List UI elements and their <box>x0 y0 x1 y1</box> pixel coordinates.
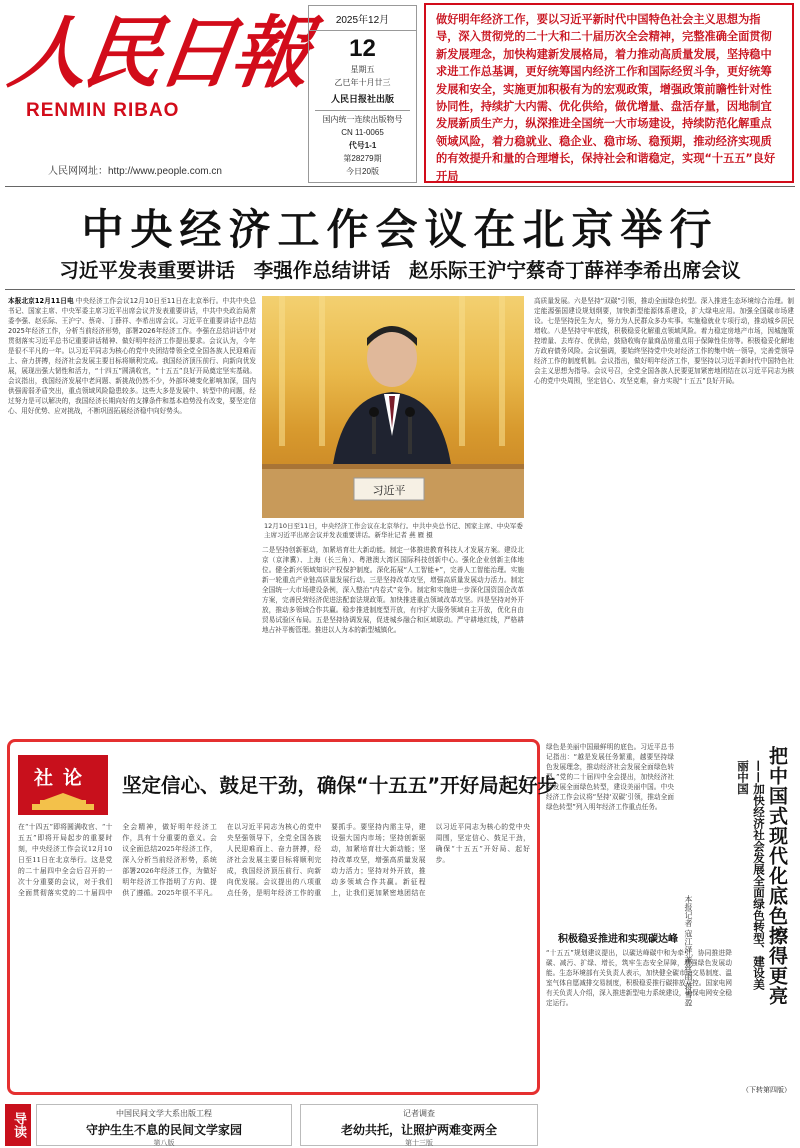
footer-item-1[interactable] <box>36 1104 292 1146</box>
speaker-illustration <box>262 296 524 518</box>
footer-item-1-page: 第八版 <box>153 1139 175 1147</box>
divider <box>5 289 795 290</box>
commentary-section-heading: 积极稳妥推进和实现碳达峰 <box>558 934 678 945</box>
date-lunar: 乙巳年十月廿三 <box>334 78 391 87</box>
commentary-byline: 本报记者 寇江泽 董丝雨 蒋雪盈 <box>684 895 693 1007</box>
lead-text: 中央经济工作会议12月10日至11日在北京举行。中共中央总书记、国家主席、中央军委主席习近平出席会议并发表重要讲话，中共中央政治局常委李强、赵乐际、王沪宁、蔡奇、丁薛祥、李希出席会议。习近平在重要讲话中总结2025年经济工作，分析当前经济形势，部署2026年经济工作。李强在总结讲话中对贯彻落实习近平总书记重要讲话精神、做好明年经济工作提出要求。会议认为，今年是很不平凡的一年。以习近平同志为核心的党中央团结带领全党全国各族人民迎难而上、奋力拼搏，经济社会发展主要目标将顺利完成。我国经济顶压前行、向新向优发展，展现出强大韧性和活力，“十四五”圆满收官，“十五五”良好开局奠定坚实基础。会议指出，我国经济发展中老问题、新挑战仍然不少，外部环境变化影响加深，国内供强需弱矛盾突出，重点领域风险隐患较多。这些大多是发展中、转型中的问题，经过努力是可以解决的，我国经济长期向好的支撑条件和基本趋势没有改变，要坚定信心、用好优势、应对挑战，不断巩固拓展经济稳中向好势头。 <box>8 297 256 415</box>
date-box <box>308 5 417 183</box>
editorial-title[interactable]: 坚定信心、鼓足干劲，确保“十五五”开好局起好步 <box>122 774 558 797</box>
article-column-middle[interactable] <box>262 545 524 734</box>
main-headline[interactable]: 中央经济工作会议在北京举行 <box>81 205 719 254</box>
cn-number: CN 11-0065 <box>341 128 384 137</box>
commentary-body <box>546 742 674 922</box>
date-day: 12 <box>349 35 376 62</box>
divider <box>5 186 795 187</box>
editorial-text: 在“十四五”即将圆满收官、“十五五”即将开局起步的重要时刻，中央经济工作会议12月10日至11日在北京举行。这是党的二十届四中全会后召开的一次十分重要的会议，对于我们全面贯彻落实党的二十届四中全会精神，做好明年经济工作，具有十分重要的意义。会议全面总结2025年经济工作，深入分析当前经济形势，系统部署2026年经济工作，为做好明年经济工作指明了方向、提供了遵循。2025年很不平凡。在以习近平同志为核心的党中央坚强领导下，全党全国各族人民迎难而上、奋力拼搏，经济社会发展主要目标将顺利完成，我国经济顶压前行、向新向优发展。会议提出的八项重点任务，是明年经济工作的重要抓手。要坚持内需主导，建设强大国内市场；坚持创新驱动，加紧培育壮大新动能；坚持改革攻坚，增强高质量发展动力活力；坚持对外开放，推动多领域合作共赢。新征程上，让我们更加紧密地团结在以习近平同志为核心的党中央周围，坚定信心、鼓足干劲，确保“十五五”开好局、起好步。 <box>18 823 530 897</box>
tiananmen-icon <box>18 790 108 812</box>
right-column-text: 高质量发展。六是坚持“双碳”引领，推动全面绿色转型。深入推进生态环境综合治理。制定能源强国建设规划纲要，加快新型能源体系建设，扩大绿电应用。加强全国碳市场建设。七是坚持民生为大，努力为人民群众多办实事。实施稳就业专项行动，推动城乡居民增收。八是坚持守牢底线，积极稳妥化解重点领域风险。着力稳定房地产市场，因城施策控增量、去库存、优供给，鼓励收购存量商品房重点用于保障性住房等。积极稳妥化解地方政府债务风险。会议强调，要始终坚持党中央对经济工作的集中统一领导，完善党领导经济工作的制度机制。会议指出，做好明年经济工作，要坚持以习近平新时代中国特色社会主义思想为指导。会议号召，全党全国各族人民要更加紧密地团结在以习近平同志为核心的党中央周围，坚定信心、攻坚克难，奋力实现“十五五”良好开局。 <box>534 297 794 385</box>
commentary-text-2: “十五五”规划建议提出，以碳达峰碳中和为牵引，协同推进降碳、减污、扩绿、增长，筑牢生态安全屏障，增强绿色发展动能。生态环境部有关负责人表示，加快健全碳市场交易制度、温室气体自愿减排交易制度，积极稳妥推行碳排放双控。国家电网有关负责人介绍，深入推进新型电力系统建设，确保电网安全稳定运行。 <box>546 949 732 1007</box>
issn-label: 国内统一连续出版物号 <box>322 115 403 124</box>
lead-article[interactable] <box>8 296 256 734</box>
footer-item-2-title: 老幼共托，让照护两难变两全 <box>340 1123 497 1137</box>
date-year-month: 2025年12月 <box>309 6 416 31</box>
footer-item-2-header: 记者调查 <box>403 1109 435 1118</box>
middle-column-text: 二是坚持创新驱动，加紧培育壮大新动能。制定一体推进教育科技人才发展方案。建设北京（京津冀）、上海（长三角）、粤港澳大湾区国际科技创新中心。强化企业创新主体地位。健全新兴领域知识产权保护制度。深化拓展“人工智能+”，完善人工智能治理。实施新一轮重点产业链高质量发展行动。三是坚持改革攻坚，增强高质量发展动力活力。制定全国统一大市场建设条例，深入整治“内卷式”竞争。制定和实施进一步深化国资国企改革方案，完善民营经济促进法配套法规政策。加快推进重点领域改革攻坚。四是坚持对外开放，推动多领域合作共赢。稳步推进制度型开放，有序扩大服务领域自主开放，优化自由贸易试验区布局。五是坚持协调发展，促进城乡融合和区域联动。严守耕地红线，严格耕地占补平衡管理。推进以人为本的新型城镇化。 <box>262 546 524 634</box>
nameplate: 习近平 <box>372 484 406 497</box>
footer-item-1-header: 中国民间文学大系出版工程 <box>116 1109 212 1118</box>
daodu-label: 导读 <box>5 1104 31 1146</box>
editorial-stamp-label: 社论 <box>33 767 92 789</box>
commentary-subtitle: ——加快经济社会发展全面绿色转型、建设美丽中国 <box>736 760 766 990</box>
page-count: 今日20版 <box>346 167 379 176</box>
issue-number: 第28279期 <box>343 154 382 163</box>
lead-photo[interactable] <box>262 296 524 518</box>
masthead-name: 人民日報 <box>3 8 313 99</box>
footer-item-2[interactable] <box>300 1104 538 1146</box>
lead-dateline: 本报北京12月11日电 <box>8 297 74 305</box>
subhead-1: 习近平发表重要讲话 <box>59 259 235 282</box>
article-column-right[interactable] <box>534 296 794 734</box>
masthead-latin-name: RENMIN RIBAO <box>26 100 180 121</box>
continued-note: （下转第四版） <box>742 1086 791 1094</box>
editorial-stamp <box>18 755 108 815</box>
commentary-body-2 <box>546 948 732 1084</box>
date-weekday: 星期五 <box>350 65 375 74</box>
top-news-text: 做好明年经济工作，要以习近平新时代中国特色社会主义思想为指导，深入贯彻党的二十大和二十届历次全会精神，完整准确全面贯彻新发展理念，加快构建新发展格局，着力推动高质量发展，坚持稳中求进工作总基调，更好统筹国内经济工作和国际经贸斗争，更好统筹发展和安全，实施更加积极有为的宏观政策，增强政策前瞻性针对性协同性，持续扩大内需、优化供给，做优增量、盘活存量，因地制宜发展新质生产力，纵深推进全国统一大市场建设，持续防范化解重点领域风险，着力稳就业、稳企业、稳市场、稳预期，推动经济实现质的有效提升和量的合理增长，保持社会和谐稳定，实现“十五五”良好开局 <box>436 13 776 183</box>
publisher: 人民日报社出版 <box>315 91 410 111</box>
top-news-box[interactable] <box>424 3 794 183</box>
subhead-2: 李强作总结讲话 <box>253 259 391 282</box>
masthead-logo[interactable] <box>3 4 313 134</box>
commentary-text: 绿色是美丽中国最鲜明的底色。习近平总书记指出：“越是发展任务繁重，越要坚持绿色发展理念，推动经济社会发展全面绿色转型。”党的二十届四中全会提出，加快经济社会发展全面绿色转型，建设美丽中国。中央经济工作会议将“坚持‘双碳’引领，推动全面绿色转型”列入明年经济工作重点任务。 <box>546 743 674 811</box>
postal-code: 代号1-1 <box>348 141 377 150</box>
editorial-body <box>18 822 530 1086</box>
footer-item-2-page: 第十三版 <box>405 1139 433 1147</box>
photo-caption: 12月10日至11日，中央经济工作会议在北京举行。中共中央总书记、国家主席、中央军委主席习近平出席会议并发表重要讲话。新华社记者 燕 雁 摄 <box>264 522 523 539</box>
commentary-title[interactable]: 把中国式现代化底色擦得更亮 <box>766 746 788 1006</box>
subhead-3: 赵乐际王沪宁蔡奇丁薛祥李希出席会议 <box>409 259 741 282</box>
footer-item-1-title: 守护生生不息的民间文学家园 <box>85 1123 242 1137</box>
website-link[interactable]: 人民网网址：http://www.people.com.cn <box>48 166 222 177</box>
subheadline <box>20 255 780 283</box>
